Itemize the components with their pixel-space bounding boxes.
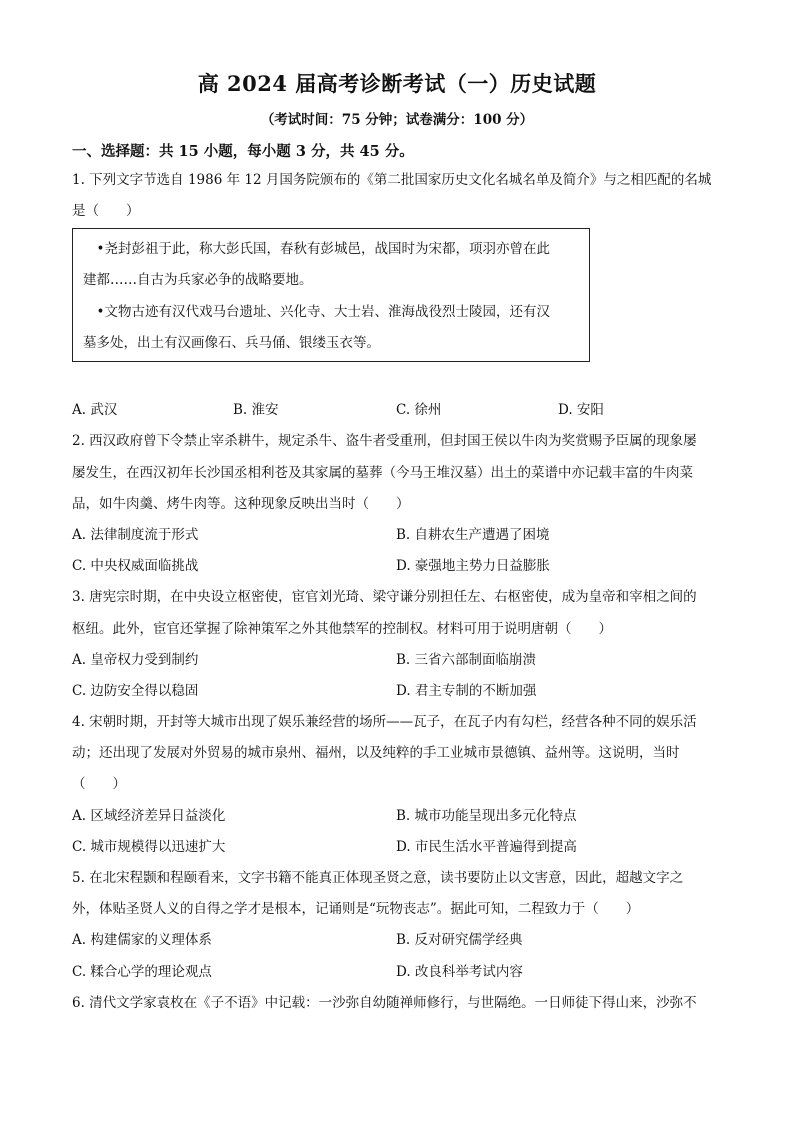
option-b: B. 三省六部制面临崩溃: [396, 652, 537, 668]
question-5-text: 5. 在北宋程颢和程颐看来，文字书籍不能真正体现圣贤之意，读书要防止以文害意，因此，超越文字之: [72, 870, 684, 886]
option-d: D. 君主专制的不断加强: [396, 683, 537, 699]
question-6-text: 6. 清代文学家袁枚在《子不语》中记载：一沙弥自幼随禅师修行，与世隔绝。一日师徒下得山来，沙弥不: [72, 995, 697, 1011]
option-a: A. 构建儒家的义理体系: [72, 932, 212, 948]
option-c: C. 边防安全得以稳固: [72, 683, 199, 699]
question-4-text: 4. 宋朝时期，开封等大城市出现了娱乐兼经营的场所——瓦子，在瓦子内有勾栏，经营各种不同的娱乐活: [72, 714, 697, 730]
option-b: B. 城市功能呈现出多元化特点: [396, 808, 577, 824]
question-2-text: 屡发生，在西汉初年长沙国丞相利苍及其家属的墓葬（今马王堆汉墓）出土的菜谱中亦记载丰富的牛肉菜: [72, 465, 693, 481]
question-1-text: 1. 下列文字节选自 1986 年 12 月国务院颁布的《第二批国家历史文化名城名单及简介》与之相匹配的名城: [72, 172, 712, 188]
question-1-material-box: [72, 228, 590, 362]
question-4-text: （ ）: [72, 776, 126, 792]
option-b: B. 反对研究儒学经典: [396, 932, 523, 948]
option-a: A. 皇帝权力受到制约: [72, 652, 199, 668]
material-text: •文物古迹有汉代戏马台遗址、兴化寺、大士岩、淮海战役烈士陵园，还有汉: [83, 304, 550, 320]
option-c: C. 城市规模得以迅速扩大: [72, 839, 226, 855]
material-text: 墓多处，出土有汉画像石、兵马俑、银缕玉衣等。: [83, 335, 380, 351]
question-3-text: 3. 唐宪宗时期，在中央设立枢密使，宦官刘光琦、梁守谦分别担任左、右枢密使，成为皇帝和宰相之间的: [72, 589, 697, 605]
material-text: •尧封彭祖于此，称大彭氏国，春秋有彭城邑，战国时为宋都，项羽亦曾在此: [83, 241, 550, 257]
option-d: D. 改良科举考试内容: [396, 964, 523, 980]
option-b: B. 淮安: [233, 402, 279, 418]
option-a: A. 法律制度流于形式: [72, 527, 199, 543]
question-5-text: 外，体贴圣贤人义的自得之学才是根本，记诵则是“玩物丧志”。据此可知，二程致力于（ ）: [72, 901, 640, 917]
option-d: D. 市民生活水平普遍得到提高: [396, 839, 577, 855]
option-a: A. 武汉: [72, 402, 118, 418]
material-text: 建都……自古为兵家必争的战略要地。: [83, 272, 313, 288]
question-2-text: 品，如牛肉羹、烤牛肉等。这种现象反映出当时（ ）: [72, 496, 410, 512]
question-3-text: 枢纽。此外，宦官还掌握了除神策军之外其他禁军的控制权。材料可用于说明唐朝（ ）: [72, 621, 612, 637]
question-1-text: 是（ ）: [72, 203, 140, 219]
option-c: C. 徐州: [396, 402, 442, 418]
question-2-text: 2. 西汉政府曾下令禁止宰杀耕牛，规定杀牛、盗牛者受重刑，但封国王侯以牛肉为奖赏赐予臣属的现象屡: [72, 433, 697, 449]
option-d: D. 豪强地主势力日益膨胀: [396, 558, 550, 574]
exam-title: 高 2024 届高考诊断考试（一）历史试题: [197, 71, 597, 96]
option-a: A. 区域经济差异日益淡化: [72, 808, 226, 824]
option-c: C. 中央权威面临挑战: [72, 558, 199, 574]
option-d: D. 安阳: [558, 402, 604, 418]
option-b: B. 自耕农生产遭遇了困境: [396, 527, 550, 543]
option-c: C. 糅合心学的理论观点: [72, 964, 212, 980]
exam-subtitle: （考试时间：75 分钟；试卷满分：100 分）: [260, 112, 534, 128]
section-heading: 一、选择题：共 15 小题，每小题 3 分，共 45 分。: [72, 143, 414, 160]
question-4-text: 动；还出现了发展对外贸易的城市泉州、福州，以及纯粹的手工业城市景德镇、益州等。这说明，当时: [72, 745, 680, 761]
